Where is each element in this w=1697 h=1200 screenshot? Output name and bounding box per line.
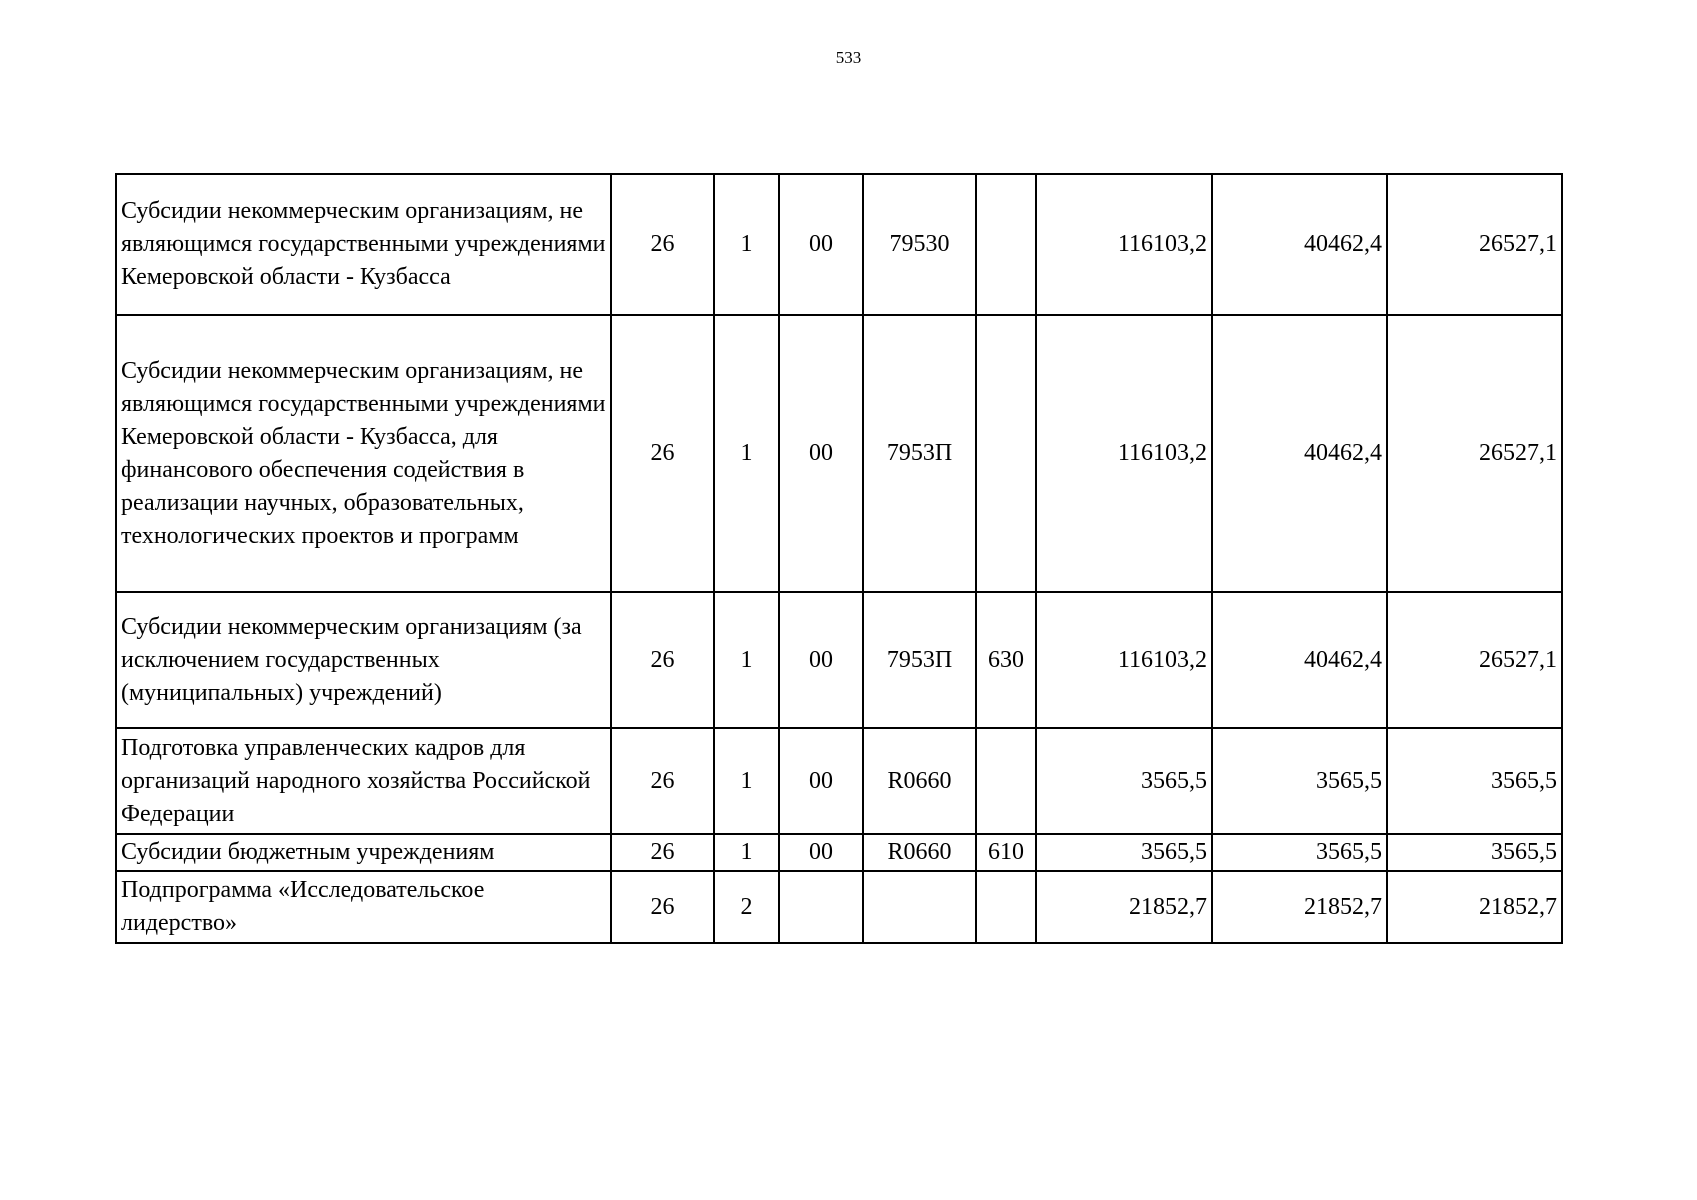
table-row bbox=[116, 834, 1562, 871]
value-3: 21852,7 bbox=[1387, 871, 1562, 943]
value-1: 21852,7 bbox=[1036, 871, 1212, 943]
ministry-code: 26 bbox=[611, 871, 714, 943]
value-1: 3565,5 bbox=[1036, 728, 1212, 834]
row-name: Подготовка управленческих кадров для организаций народного хозяйства Российской Федерации bbox=[116, 728, 611, 834]
subprogram-code: 00 bbox=[779, 315, 863, 592]
table-row bbox=[116, 315, 1562, 592]
subprogram-code: 00 bbox=[779, 834, 863, 871]
subprogram-code bbox=[779, 871, 863, 943]
row-name: Субсидии некоммерческим организациям (за исключением государственных (муниципальных) учреждений) bbox=[116, 592, 611, 728]
table-row bbox=[116, 592, 1562, 728]
direction-code bbox=[863, 871, 976, 943]
value-1: 116103,2 bbox=[1036, 315, 1212, 592]
value-3: 26527,1 bbox=[1387, 174, 1562, 315]
value-3: 26527,1 bbox=[1387, 315, 1562, 592]
value-3: 26527,1 bbox=[1387, 592, 1562, 728]
expense-type-code bbox=[976, 315, 1036, 592]
value-1: 3565,5 bbox=[1036, 834, 1212, 871]
row-name: Подпрограмма «Исследовательское лидерство» bbox=[116, 871, 611, 943]
program-code: 2 bbox=[714, 871, 779, 943]
direction-code: 7953П bbox=[863, 592, 976, 728]
ministry-code: 26 bbox=[611, 592, 714, 728]
page-number: 533 bbox=[835, 48, 862, 67]
expense-type-code bbox=[976, 871, 1036, 943]
program-code: 1 bbox=[714, 728, 779, 834]
value-2: 40462,4 bbox=[1212, 315, 1387, 592]
table-row bbox=[116, 871, 1562, 943]
ministry-code: 26 bbox=[611, 315, 714, 592]
expense-type-code: 630 bbox=[976, 592, 1036, 728]
direction-code: 79530 bbox=[863, 174, 976, 315]
ministry-code: 26 bbox=[611, 834, 714, 871]
ministry-code: 26 bbox=[611, 174, 714, 315]
value-2: 40462,4 bbox=[1212, 592, 1387, 728]
value-1: 116103,2 bbox=[1036, 592, 1212, 728]
row-name: Субсидии некоммерческим организациям, не являющимся государственными учреждениями Кемеровской области - Кузбасса bbox=[116, 174, 611, 315]
value-2: 21852,7 bbox=[1212, 871, 1387, 943]
program-code: 1 bbox=[714, 315, 779, 592]
direction-code: R0660 bbox=[863, 728, 976, 834]
value-2: 3565,5 bbox=[1212, 728, 1387, 834]
program-code: 1 bbox=[714, 174, 779, 315]
expense-type-code bbox=[976, 174, 1036, 315]
program-code: 1 bbox=[714, 592, 779, 728]
expense-type-code bbox=[976, 728, 1036, 834]
value-3: 3565,5 bbox=[1387, 834, 1562, 871]
direction-code: 7953П bbox=[863, 315, 976, 592]
direction-code: R0660 bbox=[863, 834, 976, 871]
expense-type-code: 610 bbox=[976, 834, 1036, 871]
budget-table bbox=[115, 173, 1563, 944]
subprogram-code: 00 bbox=[779, 728, 863, 834]
value-3: 3565,5 bbox=[1387, 728, 1562, 834]
table-row bbox=[116, 174, 1562, 315]
ministry-code: 26 bbox=[611, 728, 714, 834]
row-name: Субсидии бюджетным учреждениям bbox=[116, 834, 611, 871]
value-2: 40462,4 bbox=[1212, 174, 1387, 315]
value-1: 116103,2 bbox=[1036, 174, 1212, 315]
row-name: Субсидии некоммерческим организациям, не являющимся государственными учреждениями Кемеровской области - Кузбасса, для финансового обеспечения содействия в реализации научных, образовательных, технологических проектов и программ bbox=[116, 315, 611, 592]
value-2: 3565,5 bbox=[1212, 834, 1387, 871]
table-row bbox=[116, 728, 1562, 834]
subprogram-code: 00 bbox=[779, 592, 863, 728]
program-code: 1 bbox=[714, 834, 779, 871]
subprogram-code: 00 bbox=[779, 174, 863, 315]
